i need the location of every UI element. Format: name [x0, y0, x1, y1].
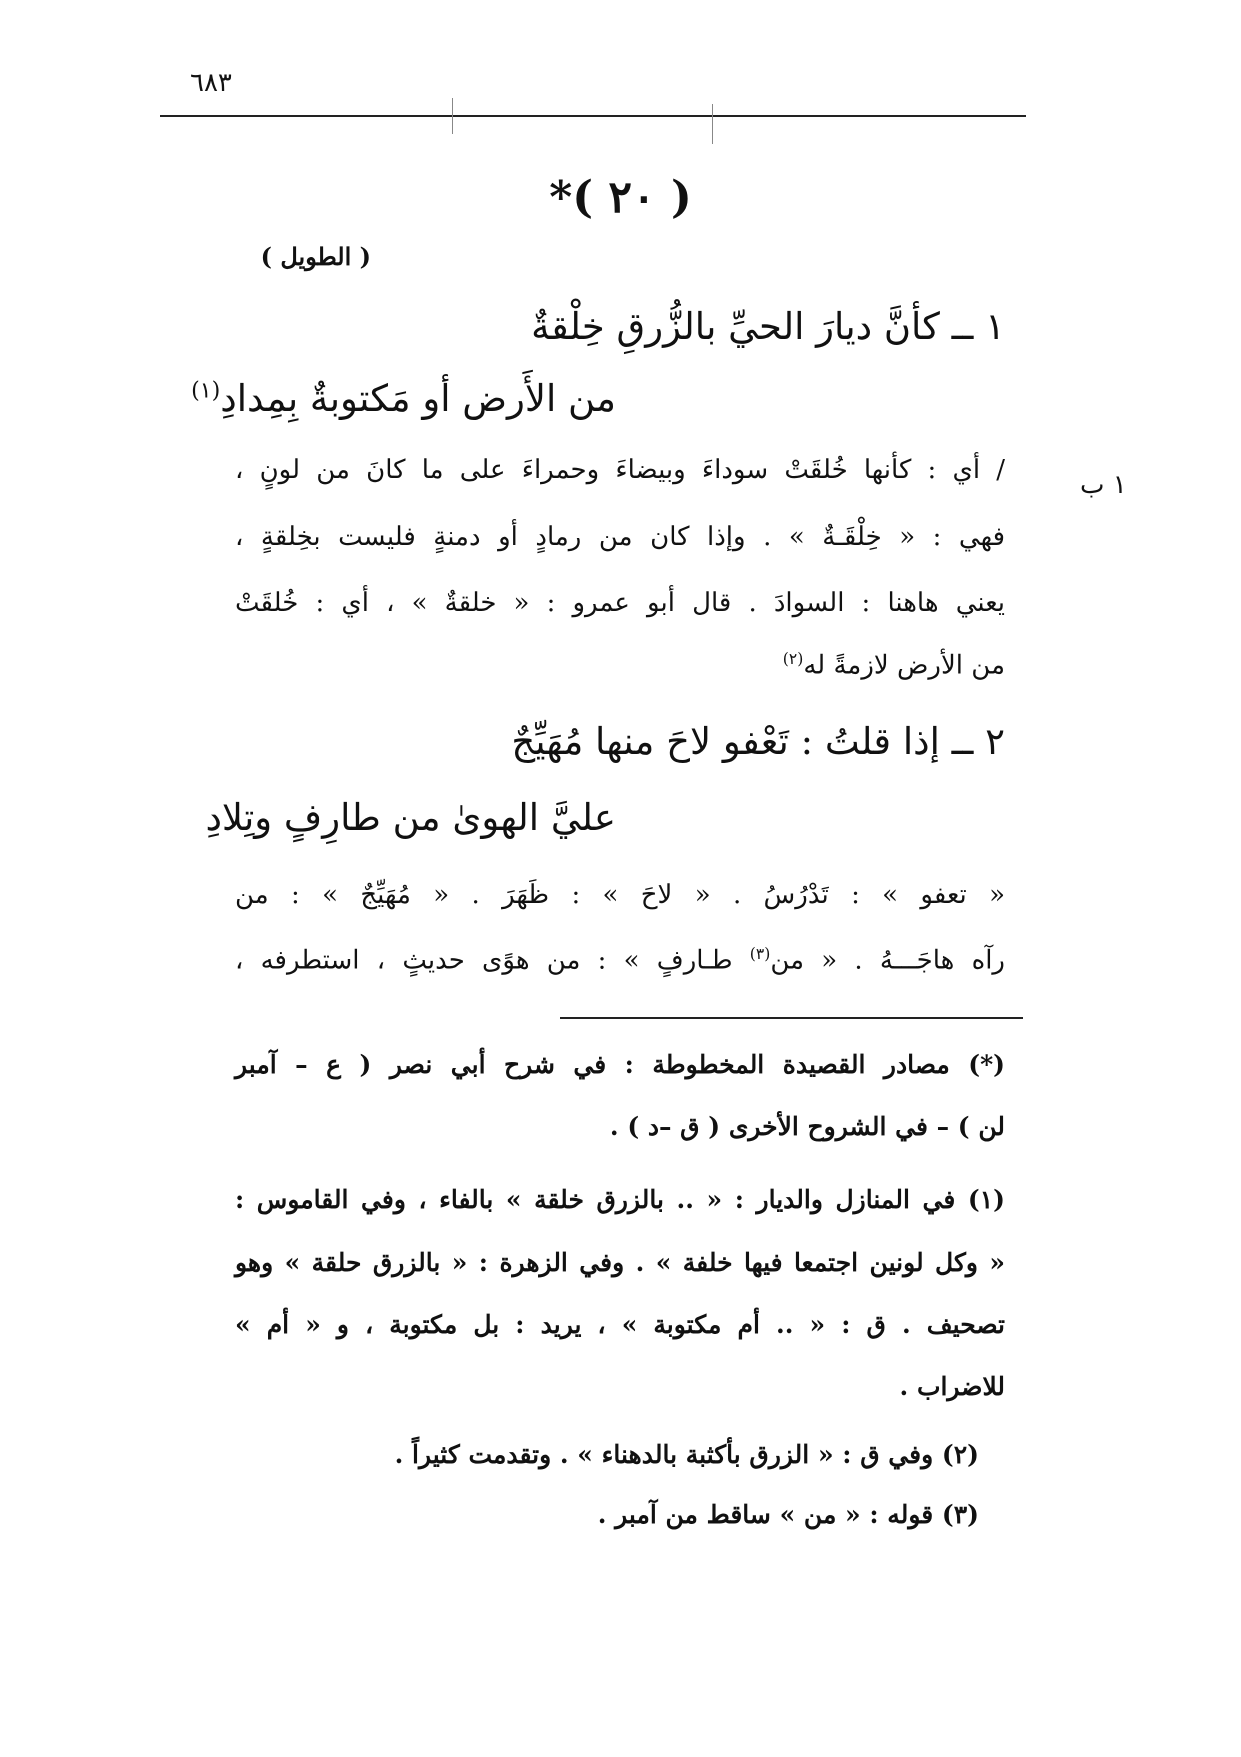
footnote-rule — [560, 1017, 1023, 1019]
poem-meter: ( الطويل ) — [260, 242, 371, 271]
footnote-marker-1: (١) — [191, 377, 221, 404]
verse-1-second-hemistich: من الأَرض أو مَكتوبةٌ بِمِدادِ$^{(١)}$ — [191, 377, 616, 420]
commentary-line: رآه هاجَـــهُ . « من$^{(٣)}$ طـارفٍ » : من هوًى حديثٍ ، استطرفه ، — [235, 945, 1005, 976]
footnote-marker-3: (٣) — [749, 945, 771, 963]
scan-mark — [452, 98, 453, 134]
manuscript-margin-note: ١ ب — [1080, 470, 1127, 500]
verse-2-first-hemistich: ٢ ــ إذا قلتُ : تَعْفو لاحَ منها مُهَيِّجٌ — [511, 720, 1005, 763]
scan-mark — [712, 104, 713, 144]
footnote-1-line: تصحيف . ق : « .. أم مكتوبة » ، يريد : بل مكتوبة ، و « أم » — [235, 1310, 1005, 1339]
commentary-line: « تعفو » : تَدْرُسُ . « لاحَ » : ظَهَرَ . « مُهَيِّجٌ » : من — [235, 880, 1005, 910]
verse-1-first-hemistich: ١ ــ كأنَّ ديارَ الحيِّ بالزُّرقِ خِلْقةٌ — [531, 305, 1005, 348]
poem-number: *( ٢٠ ) — [549, 172, 692, 223]
footnote-3: (٣) قوله : « من » ساقط من آمبر . — [597, 1500, 979, 1529]
commentary-line: يعني هاهنا : السوادَ . قال أبو عمرو : « خلقةٌ » ، أي : خُلقَتْ — [235, 588, 1005, 618]
footnote-1-line: (١) في المنازل والديار : « .. بالزرق خلقة » بالفاء ، وفي القاموس : — [235, 1185, 1005, 1214]
footnote-2: (٢) وفي ق : « الزرق بأكثبة بالدهناء » . وتقدمت كثيراً . — [394, 1440, 979, 1469]
commentary-line: فهي : « خِلْقَـةٌ » . وإذا كان من رمادٍ أو دمنةٍ فليست بخِلقةٍ ، — [235, 522, 1005, 552]
footnote-marker-2: (٢) — [782, 650, 804, 668]
page-number: ٦٨٣ — [190, 68, 232, 98]
header-rule — [160, 115, 1026, 117]
footnote-1-line: « وكل لونين اجتمعا فيها خلفة » . وفي الزهرة : « بالزرق حلقة » وهو — [235, 1248, 1005, 1277]
footnote-sources-line: (*) مصادر القصيدة المخطوطة : في شرح أبي نصر ( ع – آمبر — [235, 1050, 1005, 1079]
commentary-line: / أي : كأنها خُلقَتْ سوداءَ وبيضاءَ وحمراءَ على ما كانَ من لونٍ ، — [235, 455, 1005, 485]
commentary-line: من الأرض لازمةً له$^{(٢)}$ — [782, 650, 1005, 681]
verse-2-second-hemistich: عليَّ الهوىٰ من طارِفٍ وتِلادِ — [205, 796, 616, 839]
footnote-1-line: للاضراب . — [899, 1372, 1005, 1401]
footnote-sources-line: لن ) – في الشروح الأخرى ( ق –د ) . — [609, 1112, 1005, 1141]
